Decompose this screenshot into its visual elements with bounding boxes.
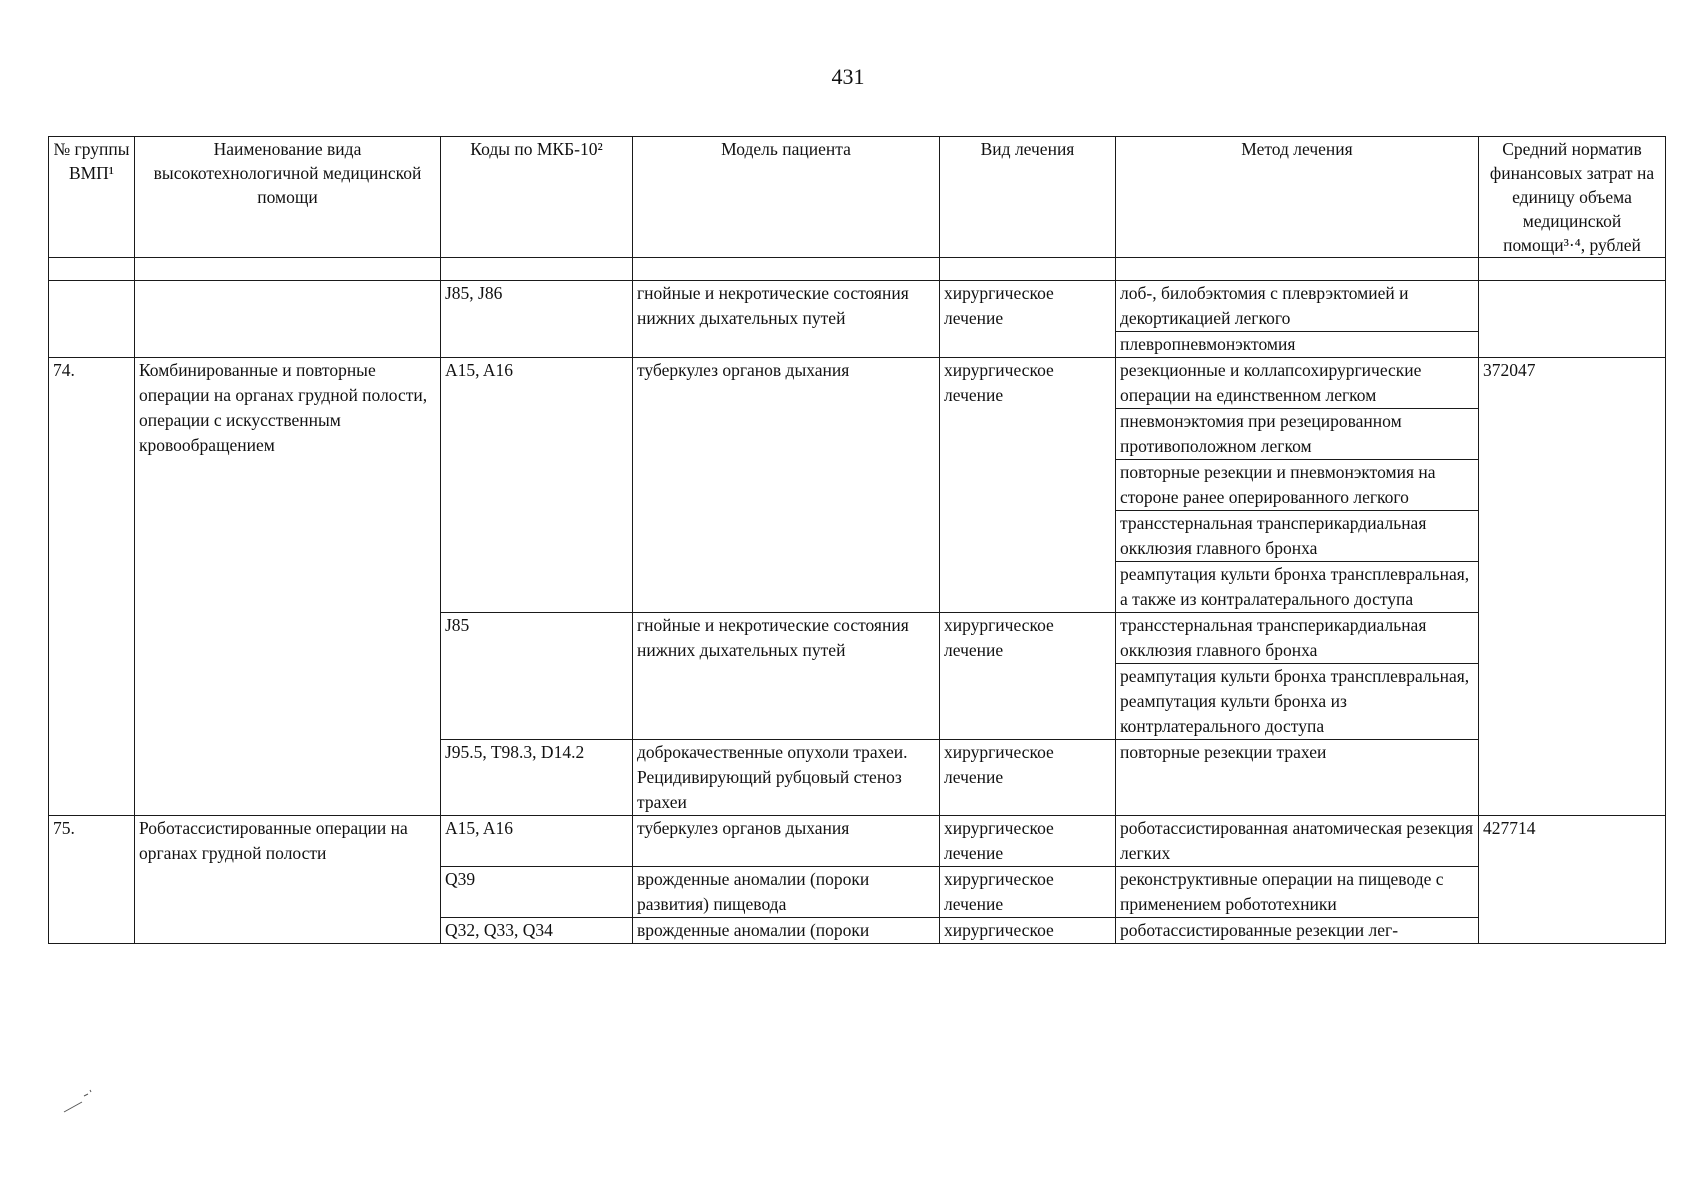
group-number-cell: 75. xyxy=(49,816,135,944)
treatment-type-cell: хирургическое лечение xyxy=(940,358,1116,613)
care-type-cell: Роботассистированные операции на органах грудной полости xyxy=(135,816,441,944)
treatment-method-cell: плевропневмонэктомия xyxy=(1116,332,1479,358)
vmp-table xyxy=(48,136,1666,944)
patient-model-cell: доброкачественные опухоли трахеи. Рецидивирующий рубцовый стеноз трахеи xyxy=(633,740,940,816)
average-cost-cell: 427714 xyxy=(1479,816,1666,944)
patient-model-cell: туберкулез органов дыхания xyxy=(633,358,940,613)
care-type-cell: Комбинированные и повторные операции на органах грудной полости, операции с искусственным кровообращением xyxy=(135,358,441,816)
table-spacer-row xyxy=(49,258,1666,281)
icd-codes-cell: J85 xyxy=(441,613,633,740)
treatment-method-cell: пневмонэктомия при резецированном противоположном легком xyxy=(1116,409,1479,460)
header-icd-codes: Коды по МКБ-10² xyxy=(441,137,633,258)
treatment-method-cell: реампутация культи бронха трансплевральная, реампутация культи бронха из контрлатерального доступа xyxy=(1116,664,1479,740)
treatment-method-cell: лоб-, билобэктомия с плеврэктомией и декортикацией легкого xyxy=(1116,281,1479,332)
patient-model-cell: гнойные и некротические состояния нижних дыхательных путей xyxy=(633,281,940,358)
treatment-method-cell: роботассистированные резекции лег- xyxy=(1116,918,1479,944)
treatment-method-cell: резекционные и коллапсохирургические операции на единственном легком xyxy=(1116,358,1479,409)
treatment-type-cell: хирургическое лечение xyxy=(940,281,1116,358)
treatment-method-cell: повторные резекции и пневмонэктомия на стороне ранее оперированного легкого xyxy=(1116,460,1479,511)
header-treatment-type: Вид лечения xyxy=(940,137,1116,258)
treatment-method-cell: повторные резекции трахеи xyxy=(1116,740,1479,816)
treatment-method-cell: трансстернальная трансперикардиальная окклюзия главного бронха xyxy=(1116,613,1479,664)
table-row xyxy=(49,358,1666,409)
header-average-cost: Средний норматив финансовых затрат на единицу объема медицинской помощи³·⁴, рублей xyxy=(1479,137,1666,258)
patient-model-cell: туберкулез органов дыхания xyxy=(633,816,940,867)
icd-codes-cell: A15, A16 xyxy=(441,358,633,613)
icd-codes-cell: Q32, Q33, Q34 xyxy=(441,918,633,944)
header-patient-model: Модель пациента xyxy=(633,137,940,258)
scan-mark xyxy=(60,1082,100,1122)
treatment-method-cell: реампутация культи бронха трансплевральная, а также из контралатерального доступа xyxy=(1116,562,1479,613)
table-row xyxy=(49,816,1666,867)
header-treatment-method: Метод лечения xyxy=(1116,137,1479,258)
header-care-type-name: Наименование вида высокотехнологичной медицинской помощи xyxy=(135,137,441,258)
treatment-type-cell: хирургическое лечение xyxy=(940,740,1116,816)
icd-codes-cell: J95.5, T98.3, D14.2 xyxy=(441,740,633,816)
patient-model-cell: врожденные аномалии (пороки xyxy=(633,918,940,944)
patient-model-cell: врожденные аномалии (пороки развития) пищевода xyxy=(633,867,940,918)
average-cost-cell: 372047 xyxy=(1479,358,1666,816)
treatment-type-cell: хирургическое лечение xyxy=(940,867,1116,918)
icd-codes-cell: Q39 xyxy=(441,867,633,918)
header-group-number: № группы ВМП¹ xyxy=(49,137,135,258)
group-number-cell xyxy=(49,281,135,358)
icd-codes-cell: A15, A16 xyxy=(441,816,633,867)
table-header-row xyxy=(49,137,1666,258)
treatment-method-cell: трансстернальная трансперикардиальная окклюзия главного бронха xyxy=(1116,511,1479,562)
treatment-type-cell: хирургическое лечение xyxy=(940,613,1116,740)
table-row xyxy=(49,281,1666,332)
page-number: 431 xyxy=(831,64,865,89)
group-number-cell: 74. xyxy=(49,358,135,816)
treatment-type-cell: хирургическое лечение xyxy=(940,816,1116,867)
average-cost-cell xyxy=(1479,281,1666,358)
treatment-method-cell: реконструктивные операции на пищеводе с применением робототехники xyxy=(1116,867,1479,918)
treatment-method-cell: роботассистированная анатомическая резекция легких xyxy=(1116,816,1479,867)
treatment-type-cell: хирургическое xyxy=(940,918,1116,944)
care-type-cell xyxy=(135,281,441,358)
icd-codes-cell: J85, J86 xyxy=(441,281,633,358)
patient-model-cell: гнойные и некротические состояния нижних дыхательных путей xyxy=(633,613,940,740)
